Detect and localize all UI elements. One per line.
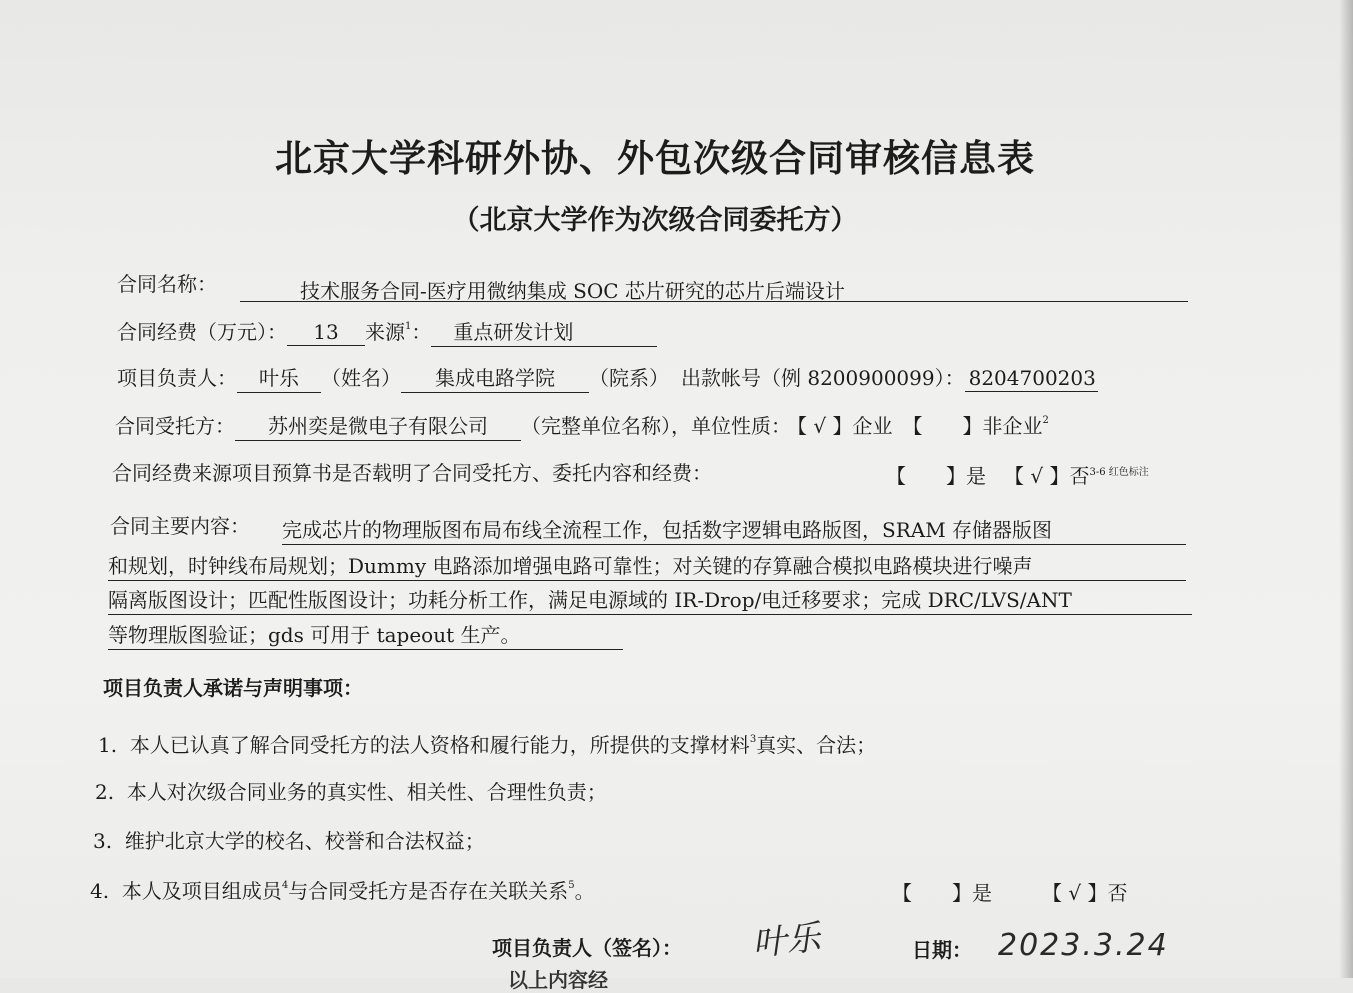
budget-question-text: 合同经费来源项目预算书是否载明了合同受托方、委托内容和经费： [112,461,712,485]
commitment-item-1 [98,729,876,758]
fee-source-footnote: 1 [405,321,412,332]
date-label: 日期： [912,938,972,962]
commitment-footnote: 4 [281,880,289,891]
commitment-tail-2: 。 [574,879,595,903]
commitment-footnote: 3 [749,734,757,745]
signature-label: 项目负责人（签名）： [492,936,682,960]
budget-question-options [886,460,1149,489]
date-value: 2023.3.24 [998,928,1169,963]
commitment-item-4 [90,875,595,904]
project-leader-row [117,362,1098,393]
enterprise-checkbox[interactable]: 【 √ 】企业 [797,414,893,438]
commitment-text: 本人及项目组成员 [121,879,282,903]
trustee-value: 苏州奕是微电子有限公司 [235,410,521,441]
item4-options [892,877,1127,906]
main-content-line-3: 隔离版图设计；匹配性版图设计；功耗分析工作，满足电源域的 IR-Drop/电迁移要求；完成 DRC/LVS/ANT [108,584,1192,615]
contract-name-value: 技术服务合同-医疗用微纳集成 SOC 芯片研究的芯片后端设计 [300,279,845,303]
contract-fee-label: 合同经费（万元）： [117,320,287,344]
budget-no-checkbox[interactable]: 【 √ 】否 [1004,464,1090,488]
item4-yes-checkbox[interactable]: 【 】是 [892,881,992,905]
trustee-label: 合同受托方： [115,414,235,438]
form-title: 北京大学科研外协、外包次级合同审核信息表 [275,137,1035,180]
account-value: 8204700203 [965,366,1098,392]
trustee-row [115,410,1049,441]
commitments-heading: 项目负责人承诺与声明事项： [103,676,363,700]
budget-yes-checkbox[interactable]: 【 】是 [886,464,986,488]
account-label: 出款帐号（例 8200900099）： [681,366,965,390]
contract-name-row [117,268,217,297]
item4-no-checkbox[interactable]: 【 √ 】否 [1042,881,1128,905]
contract-name-label: 合同名称： [117,272,217,296]
commitment-text: 维护北京大学的校名、校誉和合法权益； [124,829,485,853]
project-leader-dept-hint: （院系） [589,366,669,390]
contract-fee-row [117,316,657,347]
commitment-text: 本人对次级合同业务的真实性、相关性、合理性负责； [126,780,607,804]
non-enterprise-footnote: 2 [1042,415,1049,426]
commitment-tail: 真实、合法； [756,733,877,757]
page-edge-shadow [1339,0,1353,978]
commitment-number: 2. [95,780,115,804]
contract-fee-value: 13 [287,320,365,346]
footer-partial-text: 以上内容经 [508,968,608,992]
main-content-line-2: 和规划，时钟线布局规划；Dummy 电路添加增强电路可靠性；对关键的存算融合模拟电路模块进行噪声 [108,550,1186,581]
project-leader-name: 叶乐 [237,362,321,393]
main-content-label: 合同主要内容： [110,514,250,538]
fee-source-colon: ： [411,320,432,344]
fee-source-value: 重点研发计划 [431,316,657,347]
project-leader-name-hint: （姓名） [321,366,401,390]
main-content-line-1: 完成芯片的物理版图布局布线全流程工作，包括数字逻辑电路版图，SRAM 存储器版图 [282,514,1186,545]
commitment-number: 4. [90,879,110,903]
commitment-number: 3. [93,829,113,853]
commitment-text: 本人已认真了解合同受托方的法人资格和履行能力，所提供的支撑材料 [129,733,750,757]
commitment-footnote-2: 5 [568,880,575,891]
project-leader-label: 项目负责人： [117,366,237,390]
handwritten-signature: 叶乐 [750,917,823,965]
commitment-number: 1. [98,733,118,757]
commitment-tail: 与合同受托方是否存在关联关系 [288,879,569,903]
commitment-item-2 [95,776,607,805]
non-enterprise-checkbox[interactable]: 【 】非企业 [902,414,1043,438]
project-leader-dept: 集成电路学院 [401,362,589,393]
form-subtitle: （北京大学作为次级合同委托方） [452,205,858,236]
main-content-line-4: 等物理版图验证；gds 可用于 tapeout 生产。 [108,619,623,650]
budget-note: 3-6 红色标注 [1089,467,1149,478]
commitment-item-3 [93,825,485,854]
fee-source-label: 来源 [365,320,405,344]
trustee-hint: （完整单位名称），单位性质： [521,414,791,438]
